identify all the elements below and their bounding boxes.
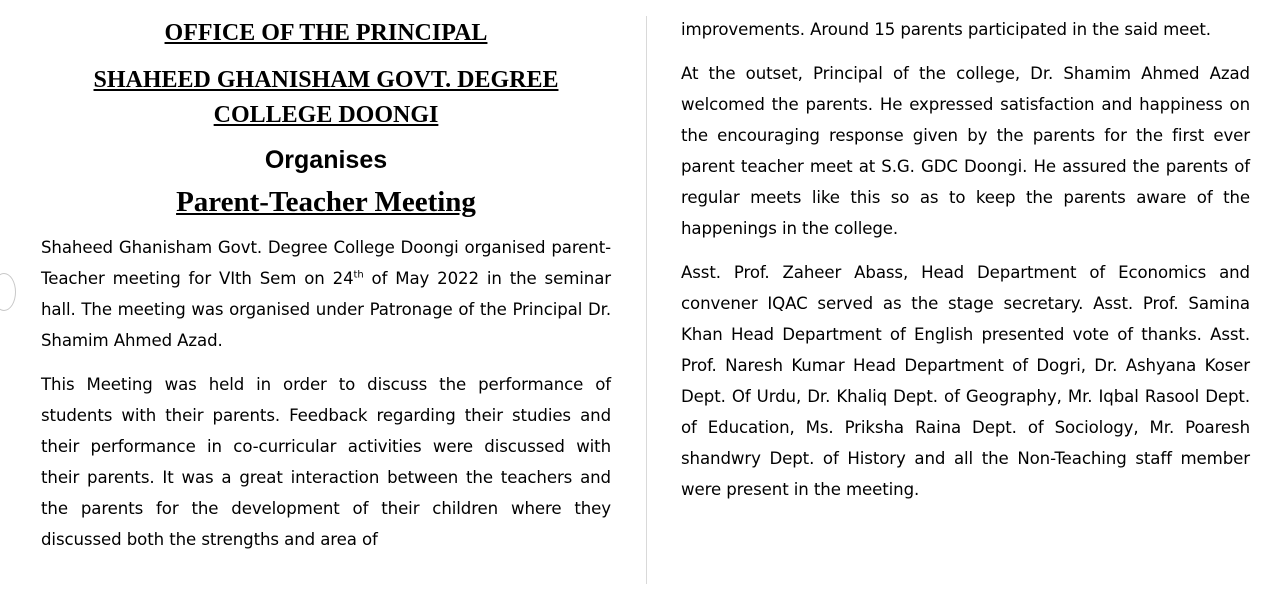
margin-comment-marker[interactable] — [0, 273, 16, 311]
left-paragraph-2: This Meeting was held in order to discuss the performance of students with their parents. Feedback regarding their studies and their performance in co-curricular activities were discussed with their parents. It was a great interaction between the teachers and the parents for the development of their children where they discussed both the strengths and area of — [41, 375, 611, 549]
date-superscript: th — [353, 269, 364, 281]
left-p1-text-cont: of May 2022 in the seminar hall. The meeting was organised under Patronage of the Principal Dr. Shamim Ahmed Azad. — [41, 269, 611, 350]
event-title: Parent-Teacher Meeting — [176, 186, 476, 218]
right-paragraph-1: improvements. Around 15 parents participated in the said meet. — [681, 20, 1211, 39]
organises-heading: Organises — [264, 146, 388, 174]
left-column — [41, 14, 611, 568]
left-p1-text: Shaheed Ghanisham Govt. Degree College Doongi organised parent-Teacher meeting for VIth Sem on 24 — [41, 238, 611, 288]
right-paragraph-3: Asst. Prof. Zaheer Abass, Head Department of Economics and convener IQAC served as the stage secretary. Asst. Prof. Samina Khan Head Department of English presented vote of thanks. Asst. Prof. Naresh Kumar Head Department of Dogri, Dr. Ashyana Koser Dept. Of Urdu, Dr. Khaliq Dept. of Geography, Mr. Iqbal Rasool Dept. of Education, Ms. Priksha Raina Dept. of Sociology, Mr. Poaresh shandwry Dept. of History and all the Non-Teaching staff member were present in the meeting. — [681, 263, 1250, 499]
right-paragraph-2: At the outset, Principal of the college, Dr. Shamim Ahmed Azad welcomed the parents. He expressed satisfaction and happiness on the encouraging response given by the parents for the first ever parent teacher meet at S.G. GDC Doongi. He assured the parents of regular meets like this so as to keep the parents aware of the happenings in the college. — [681, 64, 1250, 238]
column-divider — [646, 16, 647, 584]
left-paragraph-1 — [41, 232, 611, 356]
college-heading: SHAHEED GHANISHAM GOVT. DEGREE COLLEGE DOONGI — [93, 67, 559, 128]
right-column — [681, 14, 1250, 518]
office-heading: OFFICE OF THE PRINCIPAL — [164, 20, 488, 46]
